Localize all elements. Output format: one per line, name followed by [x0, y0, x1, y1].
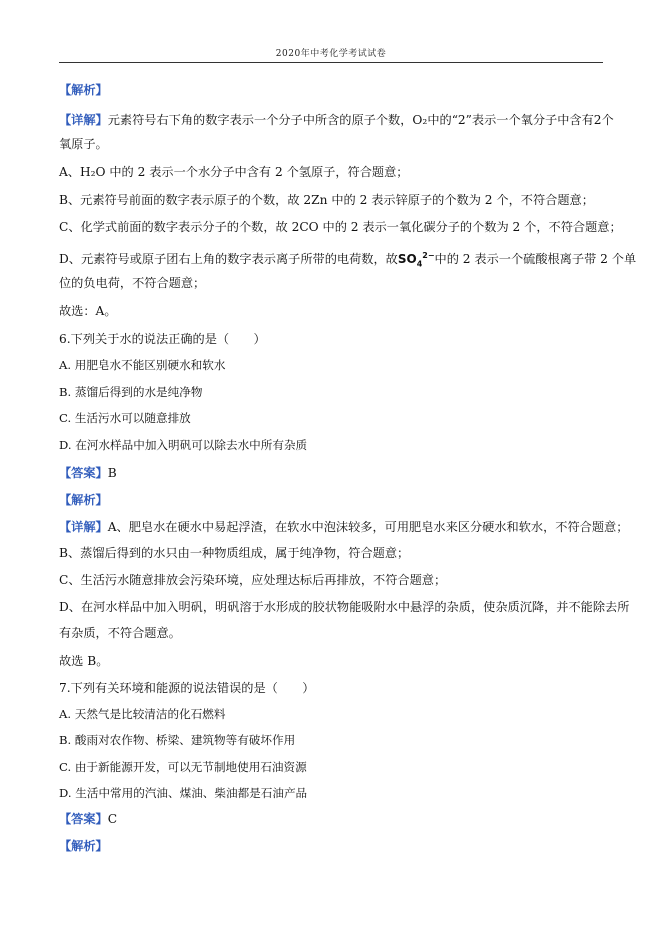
page-header: 2020年中考化学考试试卷 — [275, 49, 387, 59]
explanation-c: C、生活污水随意排放会污染环境，应处理达标后再排放，不符合题意； — [59, 573, 447, 587]
explanation-d — [59, 248, 636, 272]
explanation-b: B、元素符号前面的数字表示原子的个数，故 2Zn 中的 2 表示锌原子的个数为 2 个，不符合题意； — [59, 193, 594, 207]
answer-6 — [59, 465, 117, 481]
formula-base: SO — [397, 252, 417, 266]
explanation-d-continuation: 有杂质，不符合题意。 — [59, 626, 181, 640]
explanation-c: C、化学式前面的数字表示分子的个数，故 2CO 中的 2 表示一氧化碳分子的个数为 2 个，不符合题意； — [59, 220, 622, 234]
detail-paragraph-2 — [59, 519, 628, 535]
formula-charge: 2− — [422, 251, 435, 260]
question-7: 7.下列有关环境和能源的说法错误的是（ ） — [59, 681, 315, 695]
answer-value: C — [107, 812, 118, 826]
question-6-option-d: D. 在河水样品中加入明矾可以除去水中所有杂质 — [59, 438, 308, 452]
detail-text: 元素符号右下角的数字表示一个分子中所含的原子个数，O₂中的“2”表示一个氧分子中含有2个 — [107, 113, 614, 127]
question-7-option-b: B. 酸雨对农作物、桥梁、建筑物等有破坏作用 — [59, 733, 296, 747]
analysis-label: 【解析】 — [59, 83, 108, 97]
explanation-d-continuation: 位的负电荷，不符合题意； — [59, 276, 206, 290]
question-7-option-a: A. 天然气是比较清洁的化石燃料 — [59, 707, 226, 721]
detail-continuation: 氧原子。 — [59, 137, 108, 151]
answer-7 — [59, 811, 117, 827]
explanation-d: D、在河水样品中加入明矾，明矾溶于水形成的胶状物能吸附水中悬浮的杂质，使杂质沉降，并不能除去所 — [59, 600, 630, 614]
question-7-option-c: C. 由于新能源开发，可以无节制地使用石油资源 — [59, 760, 307, 774]
detail-label: 【详解】 — [59, 113, 108, 127]
question-6-option-b: B. 蒸馏后得到的水是纯净物 — [59, 385, 203, 399]
answer-label: 【答案】 — [59, 812, 108, 826]
answer-choice-2: 故选 B。 — [59, 654, 109, 668]
header-divider — [59, 62, 603, 63]
question-6: 6.下列关于水的说法正确的是（ ） — [59, 332, 266, 346]
answer-choice-1: 故选：A。 — [59, 304, 117, 318]
analysis-label: 【解析】 — [59, 839, 108, 853]
sulfate-formula — [397, 251, 435, 269]
question-6-option-c: C. 生活污水可以随意排放 — [59, 411, 191, 425]
explanation-a: A、H₂O 中的 2 表示一个水分子中含有 2 个氢原子，符合题意； — [59, 165, 409, 179]
formula-subscript: 4 — [416, 259, 423, 269]
explanation-d-text-end: 中的 2 表示一个硫酸根离子带 2 个单 — [434, 252, 637, 266]
analysis-label: 【解析】 — [59, 493, 108, 507]
explanation-d-text: D、元素符号或原子团右上角的数字表示离子所带的电荷数，故 — [59, 252, 398, 266]
answer-value: B — [107, 466, 117, 480]
explanation-b: B、蒸馏后得到的水只由一种物质组成，属于纯净物，符合题意； — [59, 546, 410, 560]
question-6-option-a: A. 用肥皂水不能区别硬水和软水 — [59, 358, 226, 372]
answer-label: 【答案】 — [59, 466, 108, 480]
detail-label: 【详解】 — [59, 520, 108, 534]
detail-text: A、肥皂水在硬水中易起浮渣，在软水中泡沫较多，可用肥皂水来区分硬水和软水，不符合题意； — [107, 520, 629, 534]
detail-paragraph-1 — [59, 112, 614, 128]
question-7-option-d: D. 生活中常用的汽油、煤油、柴油都是石油产品 — [59, 786, 308, 800]
